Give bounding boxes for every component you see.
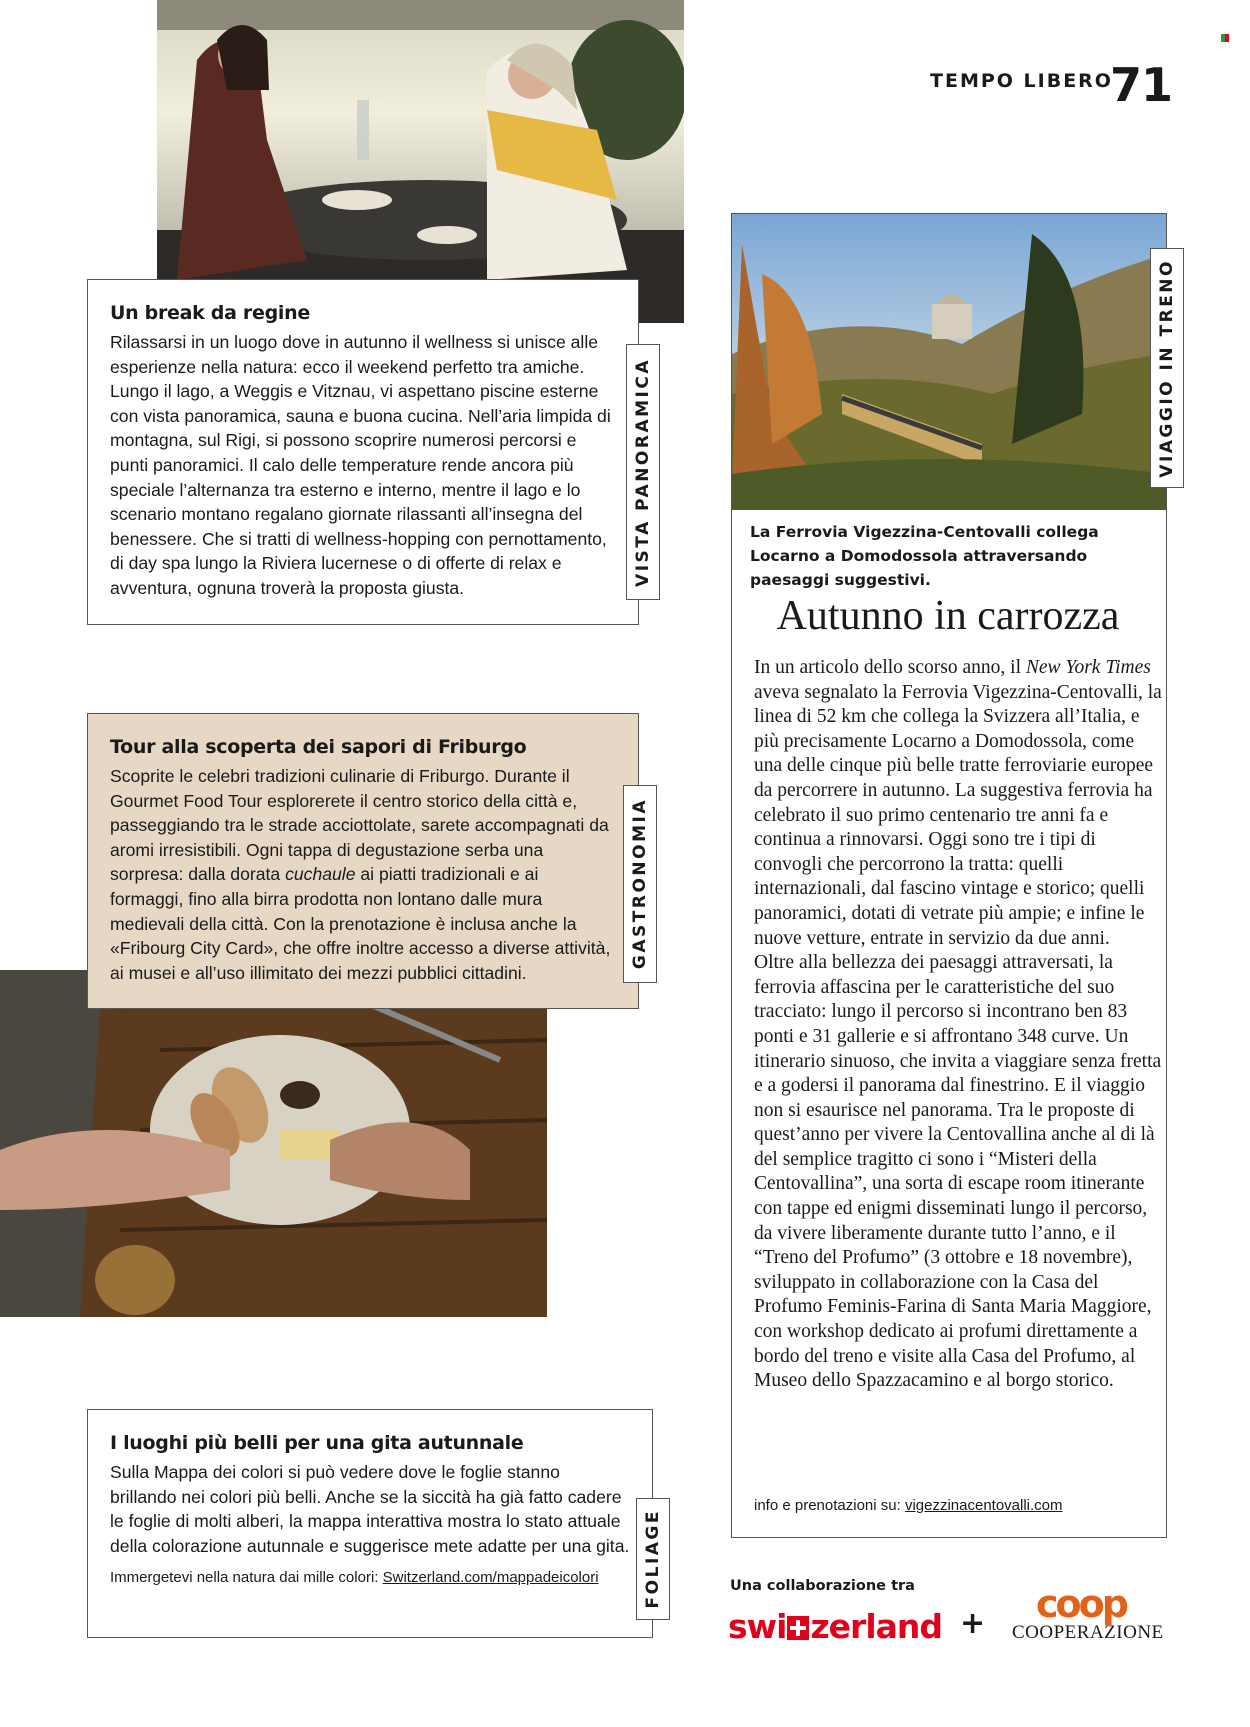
foliage-link[interactable]: Switzerland.com/mappadeicolori (382, 1569, 599, 1587)
box-footer: Immergetevi nella natura dai mille colori: Switzerland.com/mappadeicolori (110, 1569, 599, 1587)
box-text: Sulla Mappa dei colori si può vedere dove le foglie stanno brillando nei colori più belli. Anche se la siccità ha già fatto cadere le foglie di molti alberi, la mappa interattiva mostra lo stato attuale della colorazione autunnale e suggerisce mete adatte per una gita. (110, 1462, 630, 1556)
tag-vista-panoramica: VISTA PANORAMICA (626, 344, 660, 600)
box-tour-friburgo (87, 713, 639, 1009)
article-info: info e prenotazioni su: vigezzinacentovalli.com (754, 1497, 1063, 1514)
swiss-cross-icon (787, 1616, 809, 1640)
box-title: Tour alla scoperta dei sapori di Friburgo (110, 736, 527, 758)
box-text: Rilassarsi in un luogo dove in autunno il wellness si unisce alle esperienze nella natura: ecco il weekend perfetto tra amiche. Lungo il lago, a Weggis e Vitznau, vi aspettano piscine esterne con vista panoramica, sauna e buona cucina. Nell’aria limpida di montagna, sul Rigi, si possono scoprire numerosi percorsi e punti panoramici. Il calo delle temperature rende ancora più speciale l’alternanza tra esterno e interno, mentre il lago e lo scenario montano regalano giornate rilassanti all’insegna del benessere. Che si tratti di wellness-hopping con pernottamento, di day spa lungo la Riviera lucernese o di offerte di relax e avventura, ognuna troverà la proposta giusta. (110, 332, 611, 598)
vigezzina-link[interactable]: vigezzinacentovalli.com (904, 1497, 1063, 1514)
box-title: I luoghi più belli per una gita autunnale (110, 1432, 524, 1454)
tag-foliage: FOLIAGE (636, 1498, 670, 1620)
tag-gastronomia: GASTRONOMIA (623, 785, 657, 983)
box-text: Scoprite le celebri tradizioni culinarie di Friburgo. Durante il Gourmet Food Tour esplorerete il centro storico della città e, passeggiando tra le strade acciottolate, sarete accompagnati da aromi irresistibili. Ogni tappa di degustazione serba una sorpresa: dalla dorata cuchaule ai piatti tradizionali e ai formaggi, fino alla birra prodotta non lontano dalle mura medievali della città. Con la prenotazione è inclusa anche la «Fribourg City Card», che offre inoltre accesso a diverse attività, ai musei e all’uso illimitato dei mezzi pubblici cittadini. (110, 766, 611, 983)
switzerland-logo: swi zerland (728, 1607, 943, 1646)
photo-food-board (0, 970, 547, 1317)
box-title: Un break da regine (110, 302, 310, 324)
box-foliage (87, 1409, 653, 1638)
section-title: TEMPO LIBERO (930, 70, 1113, 92)
box-break-da-regine (87, 279, 639, 625)
plus-sign: + (960, 1606, 986, 1641)
photo-train-autumn (732, 214, 1166, 510)
article-title: Autunno in carrozza (776, 593, 1120, 639)
coop-logo: coop (1036, 1582, 1126, 1626)
page-number: 71 (1110, 58, 1173, 112)
collaboration-label: Una collaborazione tra (730, 1578, 915, 1594)
article-body: In un articolo dello scorso anno, il New York Times aveva segnalato la Ferrovia Vigezzina-Centovalli, la linea di 52 km che collega la Svizzera all’Italia, e più precisamente Locarno a Domodossola, come una delle cinque più belle tratte ferroviarie europee da percorrere in autunno. La suggestiva ferrovia ha celebrato il suo primo centenario tre anni fa e continua a rinnovarsi. Oggi sono tre i tipi di convogli che percorrono la tratta: quelli internazionali, dal fascino vintage e storico; quelli panoramici, dotati di vetrate più ampie; e infine le nuove vetture, entrate in servizio da due anni. Oltre alla bellezza dei paesaggi attraversati, la ferrovia affascina per le caratteristiche del suo tracciato: lungo il percorso si incontrano ben 83 ponti e 31 gallerie e si affrontano 348 curve. Un itinerario sinuoso, che invita a viaggiare senza fretta e a godersi il panorama dal finestrino. E il viaggio non si esaurisce nel panorama. Tra le proposte di quest’anno per vivere la Centovallina anche al di là del semplice tragitto ci sono i “Misteri della Centovallina”, una sorta di escape room itinerante con tappe ed enigmi disseminati lungo il percorso, da vivere liberamente durante tutto l’anno, e il “Treno del Profumo” (3 ottobre e 18 novembre), sviluppato in collaborazione con la Casa del Profumo Feminis-Farina di Santa Maria Maggiore, con workshop dedicato ai profumi direttamente a bordo del treno e visite alla Casa del Profumo, al Museo dello Spazzacamino e al borgo storico. (754, 657, 1162, 1392)
coop-subtitle: COOPERAZIONE (1012, 1622, 1164, 1643)
color-dot-icon (1221, 34, 1229, 42)
photo-friends-lunch (157, 0, 684, 323)
photo-caption: La Ferrovia Vigezzina-Centovalli collega Locarno a Domodossola attraversando paesaggi suggestivi. (750, 523, 1099, 589)
tag-viaggio-in-treno: VIAGGIO IN TRENO (1150, 248, 1184, 488)
